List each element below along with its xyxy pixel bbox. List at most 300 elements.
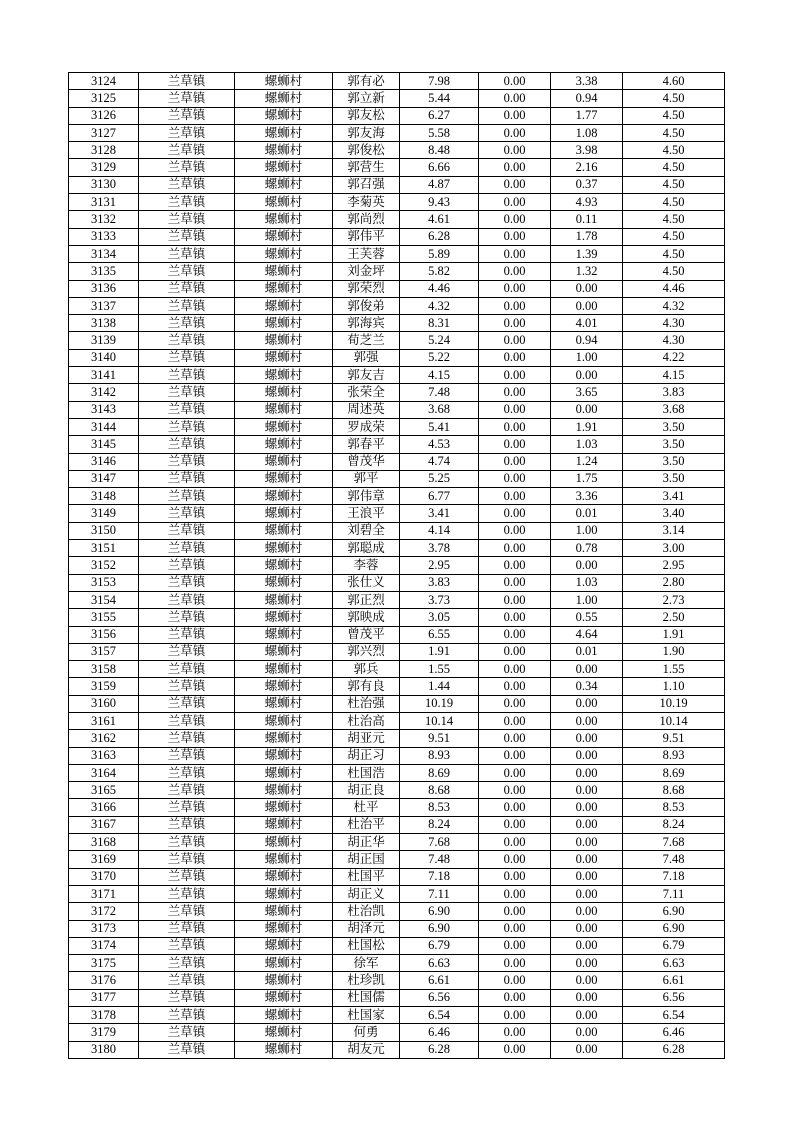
town-cell: 兰草镇 (139, 73, 235, 90)
value-2-cell: 0.00 (479, 868, 551, 885)
village-cell: 螺蛳村 (235, 557, 333, 574)
village-cell: 螺蛳村 (235, 280, 333, 297)
value-1-cell: 4.46 (400, 280, 479, 297)
name-cell: 杜治凯 (333, 903, 400, 920)
value-4-cell: 2.50 (623, 609, 725, 626)
value-4-cell: 3.14 (623, 522, 725, 539)
value-4-cell: 8.68 (623, 782, 725, 799)
row-number-cell: 3158 (69, 661, 139, 678)
value-2-cell: 0.00 (479, 159, 551, 176)
value-2-cell: 0.00 (479, 505, 551, 522)
value-1-cell: 7.68 (400, 834, 479, 851)
value-1-cell: 5.58 (400, 124, 479, 141)
value-3-cell: 3.98 (551, 142, 623, 159)
value-3-cell: 0.00 (551, 885, 623, 902)
name-cell: 郭营生 (333, 159, 400, 176)
value-2-cell: 0.00 (479, 488, 551, 505)
value-3-cell: 2.16 (551, 159, 623, 176)
value-2-cell: 0.00 (479, 626, 551, 643)
village-cell: 螺蛳村 (235, 609, 333, 626)
table-row (69, 712, 725, 729)
row-number-cell: 3170 (69, 868, 139, 885)
value-3-cell: 1.91 (551, 418, 623, 435)
table-row (69, 349, 725, 366)
value-3-cell: 0.94 (551, 90, 623, 107)
value-1-cell: 8.24 (400, 816, 479, 833)
town-cell: 兰草镇 (139, 643, 235, 660)
town-cell: 兰草镇 (139, 211, 235, 228)
village-cell: 螺蛳村 (235, 176, 333, 193)
table-row (69, 142, 725, 159)
town-cell: 兰草镇 (139, 453, 235, 470)
value-2-cell: 0.00 (479, 228, 551, 245)
table-row (69, 194, 725, 211)
village-cell: 螺蛳村 (235, 159, 333, 176)
table-row (69, 522, 725, 539)
table-row (69, 453, 725, 470)
name-cell: 郭有必 (333, 73, 400, 90)
value-4-cell: 3.00 (623, 540, 725, 557)
name-cell: 胡正华 (333, 834, 400, 851)
value-2-cell: 0.00 (479, 418, 551, 435)
row-number-cell: 3153 (69, 574, 139, 591)
table-row (69, 297, 725, 314)
village-cell: 螺蛳村 (235, 868, 333, 885)
town-cell: 兰草镇 (139, 367, 235, 384)
value-1-cell: 3.41 (400, 505, 479, 522)
town-cell: 兰草镇 (139, 263, 235, 280)
town-cell: 兰草镇 (139, 90, 235, 107)
name-cell: 胡亚元 (333, 730, 400, 747)
value-2-cell: 0.00 (479, 1007, 551, 1024)
village-cell: 螺蛳村 (235, 470, 333, 487)
value-4-cell: 4.32 (623, 297, 725, 314)
value-4-cell: 6.90 (623, 903, 725, 920)
value-1-cell: 5.41 (400, 418, 479, 435)
value-4-cell: 4.50 (623, 124, 725, 141)
value-1-cell: 6.79 (400, 937, 479, 954)
name-cell: 胡正国 (333, 851, 400, 868)
table-row (69, 228, 725, 245)
value-4-cell: 4.50 (623, 228, 725, 245)
value-4-cell: 1.91 (623, 626, 725, 643)
name-cell: 郭春平 (333, 436, 400, 453)
value-2-cell: 0.00 (479, 401, 551, 418)
value-1-cell: 8.48 (400, 142, 479, 159)
row-number-cell: 3149 (69, 505, 139, 522)
value-1-cell: 3.68 (400, 401, 479, 418)
name-cell: 杜国松 (333, 937, 400, 954)
table-row (69, 609, 725, 626)
value-1-cell: 6.54 (400, 1007, 479, 1024)
name-cell: 郭正烈 (333, 591, 400, 608)
value-1-cell: 7.11 (400, 885, 479, 902)
row-number-cell: 3155 (69, 609, 139, 626)
town-cell: 兰草镇 (139, 176, 235, 193)
value-3-cell: 0.55 (551, 609, 623, 626)
town-cell: 兰草镇 (139, 1024, 235, 1041)
value-2-cell: 0.00 (479, 245, 551, 262)
town-cell: 兰草镇 (139, 851, 235, 868)
value-4-cell: 8.69 (623, 764, 725, 781)
value-1-cell: 6.90 (400, 903, 479, 920)
town-cell: 兰草镇 (139, 436, 235, 453)
value-2-cell: 0.00 (479, 142, 551, 159)
value-1-cell: 7.98 (400, 73, 479, 90)
table-row (69, 955, 725, 972)
value-1-cell: 5.24 (400, 332, 479, 349)
value-4-cell: 4.50 (623, 107, 725, 124)
value-4-cell: 4.60 (623, 73, 725, 90)
row-number-cell: 3132 (69, 211, 139, 228)
name-cell: 刘金坪 (333, 263, 400, 280)
value-3-cell: 0.01 (551, 643, 623, 660)
table-row (69, 470, 725, 487)
table-row (69, 678, 725, 695)
row-number-cell: 3176 (69, 972, 139, 989)
value-2-cell: 0.00 (479, 453, 551, 470)
value-3-cell: 1.32 (551, 263, 623, 280)
row-number-cell: 3156 (69, 626, 139, 643)
value-1-cell: 5.25 (400, 470, 479, 487)
town-cell: 兰草镇 (139, 591, 235, 608)
village-cell: 螺蛳村 (235, 903, 333, 920)
row-number-cell: 3129 (69, 159, 139, 176)
value-3-cell: 0.00 (551, 401, 623, 418)
town-cell: 兰草镇 (139, 488, 235, 505)
town-cell: 兰草镇 (139, 142, 235, 159)
town-cell: 兰草镇 (139, 315, 235, 332)
town-cell: 兰草镇 (139, 245, 235, 262)
table-row (69, 903, 725, 920)
table-row (69, 730, 725, 747)
value-3-cell: 1.00 (551, 522, 623, 539)
value-4-cell: 7.18 (623, 868, 725, 885)
value-3-cell: 0.00 (551, 297, 623, 314)
value-1-cell: 3.78 (400, 540, 479, 557)
value-2-cell: 0.00 (479, 609, 551, 626)
value-1-cell: 6.61 (400, 972, 479, 989)
village-cell: 螺蛳村 (235, 228, 333, 245)
value-2-cell: 0.00 (479, 937, 551, 954)
value-3-cell: 0.00 (551, 903, 623, 920)
town-cell: 兰草镇 (139, 418, 235, 435)
row-number-cell: 3144 (69, 418, 139, 435)
value-4-cell: 6.79 (623, 937, 725, 954)
row-number-cell: 3130 (69, 176, 139, 193)
village-cell: 螺蛳村 (235, 453, 333, 470)
town-cell: 兰草镇 (139, 712, 235, 729)
row-number-cell: 3154 (69, 591, 139, 608)
village-cell: 螺蛳村 (235, 436, 333, 453)
town-cell: 兰草镇 (139, 764, 235, 781)
table-row (69, 211, 725, 228)
name-cell: 胡泽元 (333, 920, 400, 937)
row-number-cell: 3141 (69, 367, 139, 384)
town-cell: 兰草镇 (139, 124, 235, 141)
table-row (69, 332, 725, 349)
village-cell: 螺蛳村 (235, 989, 333, 1006)
value-1-cell: 6.46 (400, 1024, 479, 1041)
value-3-cell: 1.00 (551, 591, 623, 608)
value-4-cell: 1.90 (623, 643, 725, 660)
value-4-cell: 4.46 (623, 280, 725, 297)
value-2-cell: 0.00 (479, 263, 551, 280)
name-cell: 郭伟平 (333, 228, 400, 245)
value-2-cell: 0.00 (479, 297, 551, 314)
table-row (69, 591, 725, 608)
name-cell: 胡正习 (333, 747, 400, 764)
table-row (69, 384, 725, 401)
table-row (69, 505, 725, 522)
value-2-cell: 0.00 (479, 557, 551, 574)
town-cell: 兰草镇 (139, 989, 235, 1006)
table-row (69, 851, 725, 868)
value-3-cell: 3.38 (551, 73, 623, 90)
value-3-cell: 0.00 (551, 557, 623, 574)
value-3-cell: 4.64 (551, 626, 623, 643)
table-row (69, 436, 725, 453)
row-number-cell: 3136 (69, 280, 139, 297)
row-number-cell: 3135 (69, 263, 139, 280)
table-row (69, 418, 725, 435)
village-cell: 螺蛳村 (235, 885, 333, 902)
value-4-cell: 6.63 (623, 955, 725, 972)
value-2-cell: 0.00 (479, 972, 551, 989)
table-row (69, 868, 725, 885)
value-3-cell: 0.37 (551, 176, 623, 193)
value-2-cell: 0.00 (479, 678, 551, 695)
value-4-cell: 8.53 (623, 799, 725, 816)
name-cell: 杜国家 (333, 1007, 400, 1024)
row-number-cell: 3171 (69, 885, 139, 902)
value-2-cell: 0.00 (479, 764, 551, 781)
value-2-cell: 0.00 (479, 124, 551, 141)
town-cell: 兰草镇 (139, 937, 235, 954)
value-4-cell: 1.55 (623, 661, 725, 678)
value-1-cell: 6.77 (400, 488, 479, 505)
town-cell: 兰草镇 (139, 1007, 235, 1024)
table-row (69, 540, 725, 557)
value-2-cell: 0.00 (479, 591, 551, 608)
value-1-cell: 3.73 (400, 591, 479, 608)
name-cell: 张仕义 (333, 574, 400, 591)
row-number-cell: 3165 (69, 782, 139, 799)
value-2-cell: 0.00 (479, 747, 551, 764)
village-cell: 螺蛳村 (235, 782, 333, 799)
village-cell: 螺蛳村 (235, 263, 333, 280)
village-cell: 螺蛳村 (235, 937, 333, 954)
town-cell: 兰草镇 (139, 401, 235, 418)
table-row (69, 1041, 725, 1058)
value-1-cell: 8.31 (400, 315, 479, 332)
village-cell: 螺蛳村 (235, 1041, 333, 1058)
value-3-cell: 0.00 (551, 712, 623, 729)
town-cell: 兰草镇 (139, 903, 235, 920)
village-cell: 螺蛳村 (235, 505, 333, 522)
value-4-cell: 2.80 (623, 574, 725, 591)
value-2-cell: 0.00 (479, 903, 551, 920)
row-number-cell: 3162 (69, 730, 139, 747)
table-row (69, 972, 725, 989)
village-cell: 螺蛳村 (235, 643, 333, 660)
value-1-cell: 4.14 (400, 522, 479, 539)
town-cell: 兰草镇 (139, 955, 235, 972)
value-3-cell: 1.75 (551, 470, 623, 487)
value-2-cell: 0.00 (479, 955, 551, 972)
value-2-cell: 0.00 (479, 470, 551, 487)
value-1-cell: 5.82 (400, 263, 479, 280)
town-cell: 兰草镇 (139, 228, 235, 245)
value-4-cell: 3.50 (623, 453, 725, 470)
row-number-cell: 3160 (69, 695, 139, 712)
data-table (68, 72, 725, 1059)
value-1-cell: 9.43 (400, 194, 479, 211)
value-3-cell: 1.39 (551, 245, 623, 262)
value-2-cell: 0.00 (479, 661, 551, 678)
name-cell: 罗成荣 (333, 418, 400, 435)
village-cell: 螺蛳村 (235, 297, 333, 314)
value-4-cell: 4.50 (623, 263, 725, 280)
name-cell: 杜治平 (333, 816, 400, 833)
value-2-cell: 0.00 (479, 712, 551, 729)
value-3-cell: 0.00 (551, 816, 623, 833)
table-row (69, 1024, 725, 1041)
name-cell: 郭映成 (333, 609, 400, 626)
value-1-cell: 1.91 (400, 643, 479, 660)
value-4-cell: 9.51 (623, 730, 725, 747)
row-number-cell: 3138 (69, 315, 139, 332)
table-row (69, 557, 725, 574)
row-number-cell: 3150 (69, 522, 139, 539)
value-3-cell: 1.77 (551, 107, 623, 124)
value-3-cell: 0.34 (551, 678, 623, 695)
value-3-cell: 0.11 (551, 211, 623, 228)
row-number-cell: 3173 (69, 920, 139, 937)
value-3-cell: 3.65 (551, 384, 623, 401)
village-cell: 螺蛳村 (235, 522, 333, 539)
row-number-cell: 3127 (69, 124, 139, 141)
row-number-cell: 3142 (69, 384, 139, 401)
value-2-cell: 0.00 (479, 816, 551, 833)
value-1-cell: 8.68 (400, 782, 479, 799)
village-cell: 螺蛳村 (235, 678, 333, 695)
name-cell: 郭平 (333, 470, 400, 487)
name-cell: 杜治强 (333, 695, 400, 712)
row-number-cell: 3131 (69, 194, 139, 211)
town-cell: 兰草镇 (139, 349, 235, 366)
town-cell: 兰草镇 (139, 972, 235, 989)
value-4-cell: 6.56 (623, 989, 725, 1006)
name-cell: 郭强 (333, 349, 400, 366)
name-cell: 杜国儒 (333, 989, 400, 1006)
value-4-cell: 3.50 (623, 470, 725, 487)
village-cell: 螺蛳村 (235, 315, 333, 332)
value-1-cell: 4.74 (400, 453, 479, 470)
row-number-cell: 3166 (69, 799, 139, 816)
table-row (69, 695, 725, 712)
row-number-cell: 3140 (69, 349, 139, 366)
value-3-cell: 1.08 (551, 124, 623, 141)
value-3-cell: 0.00 (551, 1024, 623, 1041)
value-1-cell: 6.55 (400, 626, 479, 643)
name-cell: 荀芝兰 (333, 332, 400, 349)
value-4-cell: 3.50 (623, 436, 725, 453)
value-3-cell: 0.00 (551, 920, 623, 937)
row-number-cell: 3146 (69, 453, 139, 470)
town-cell: 兰草镇 (139, 609, 235, 626)
village-cell: 螺蛳村 (235, 73, 333, 90)
value-3-cell: 0.00 (551, 955, 623, 972)
name-cell: 郭俊松 (333, 142, 400, 159)
table-row (69, 73, 725, 90)
value-1-cell: 4.15 (400, 367, 479, 384)
value-2-cell: 0.00 (479, 73, 551, 90)
value-3-cell: 4.93 (551, 194, 623, 211)
row-number-cell: 3174 (69, 937, 139, 954)
value-2-cell: 0.00 (479, 1024, 551, 1041)
row-number-cell: 3125 (69, 90, 139, 107)
name-cell: 杜平 (333, 799, 400, 816)
row-number-cell: 3145 (69, 436, 139, 453)
value-4-cell: 3.41 (623, 488, 725, 505)
value-3-cell: 0.00 (551, 695, 623, 712)
value-1-cell: 2.95 (400, 557, 479, 574)
value-4-cell: 2.73 (623, 591, 725, 608)
town-cell: 兰草镇 (139, 159, 235, 176)
row-number-cell: 3164 (69, 764, 139, 781)
town-cell: 兰草镇 (139, 885, 235, 902)
village-cell: 螺蛳村 (235, 1007, 333, 1024)
value-3-cell: 0.00 (551, 661, 623, 678)
village-cell: 螺蛳村 (235, 764, 333, 781)
value-4-cell: 6.28 (623, 1041, 725, 1058)
name-cell: 郭海宾 (333, 315, 400, 332)
value-2-cell: 0.00 (479, 851, 551, 868)
village-cell: 螺蛳村 (235, 834, 333, 851)
value-2-cell: 0.00 (479, 540, 551, 557)
value-3-cell: 0.78 (551, 540, 623, 557)
name-cell: 杜治高 (333, 712, 400, 729)
name-cell: 胡正义 (333, 885, 400, 902)
value-3-cell: 0.00 (551, 1007, 623, 1024)
value-3-cell: 0.01 (551, 505, 623, 522)
town-cell: 兰草镇 (139, 470, 235, 487)
name-cell: 杜珍凯 (333, 972, 400, 989)
row-number-cell: 3147 (69, 470, 139, 487)
village-cell: 螺蛳村 (235, 574, 333, 591)
row-number-cell: 3167 (69, 816, 139, 833)
value-1-cell: 5.89 (400, 245, 479, 262)
village-cell: 螺蛳村 (235, 124, 333, 141)
table-row (69, 764, 725, 781)
value-2-cell: 0.00 (479, 384, 551, 401)
town-cell: 兰草镇 (139, 730, 235, 747)
row-number-cell: 3178 (69, 1007, 139, 1024)
value-4-cell: 6.46 (623, 1024, 725, 1041)
value-3-cell: 0.00 (551, 730, 623, 747)
value-1-cell: 4.87 (400, 176, 479, 193)
name-cell: 王浪平 (333, 505, 400, 522)
town-cell: 兰草镇 (139, 557, 235, 574)
value-3-cell: 1.24 (551, 453, 623, 470)
value-4-cell: 4.50 (623, 90, 725, 107)
village-cell: 螺蛳村 (235, 384, 333, 401)
value-1-cell: 9.51 (400, 730, 479, 747)
town-cell: 兰草镇 (139, 384, 235, 401)
name-cell: 李菊英 (333, 194, 400, 211)
value-3-cell: 0.00 (551, 937, 623, 954)
